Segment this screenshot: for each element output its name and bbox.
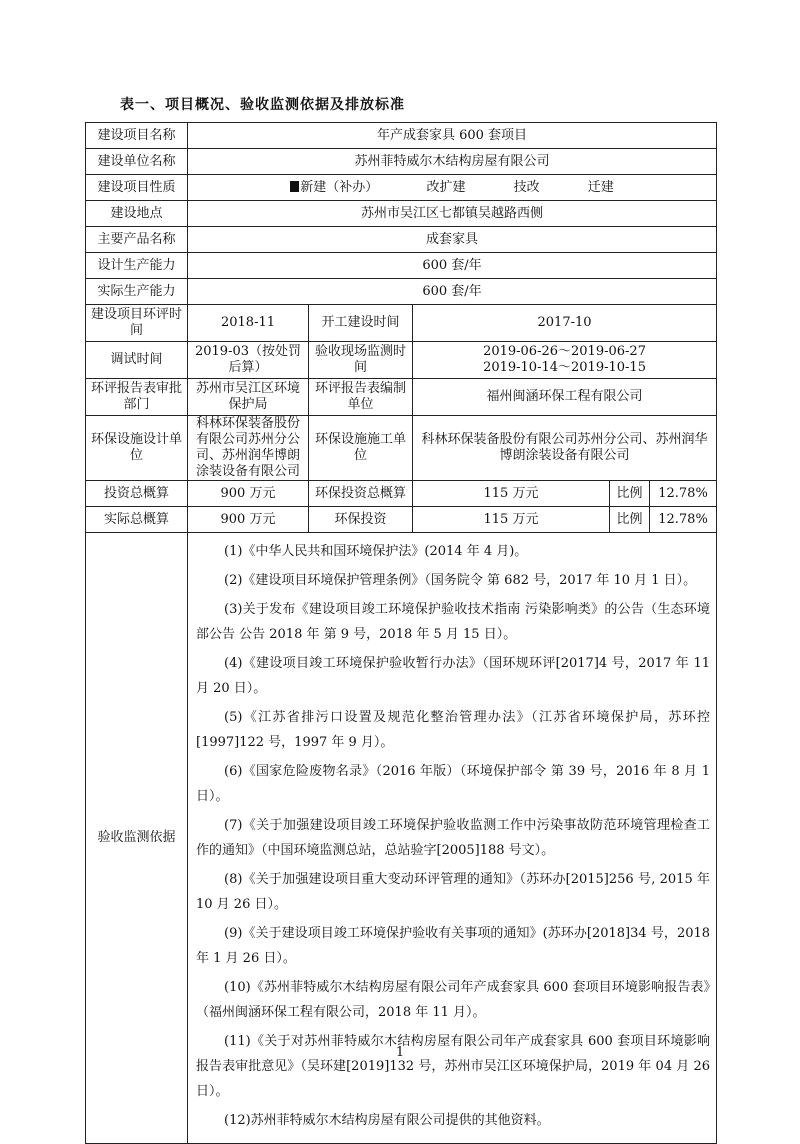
monitoring-time-label: 验收现场监测时间 [309,342,413,379]
actual-investment-value: 900 万元 [188,507,309,533]
basis-item: (12)苏州菲特威尔木结构房屋有限公司提供的其他资料。 [224,1113,550,1128]
basis-item: (3)关于发布《建设项目竣工环境保护验收技术指南 污染影响类》的公告（生态环境部公告 公告 2018 年 第 9 号，2018 年 5 月 15 日）。 [196,602,711,642]
basis-item: (10)《苏州菲特威尔木结构房屋有限公司年产成套家具 600 套项目环境影响报告表》（福州闽涵环保工程有限公司，2018 年 11 月）。 [196,980,711,1020]
construction-start-value: 2017-10 [413,305,717,342]
actual-ratio-value: 12.78% [650,507,717,533]
actual-env-investment-value: 115 万元 [413,507,610,533]
construction-unit-value: 科林环保装备股份有限公司苏州分公司、苏州润华博朗涂装设备有限公司 [413,416,717,481]
unit-name-label: 建设单位名称 [86,149,188,175]
design-unit-label: 环保设施设计单位 [86,416,188,481]
design-capacity-label: 设计生产能力 [86,253,188,279]
basis-item: (4)《建设项目竣工环境保护验收暂行办法》（国环规环评[2017]4 号，2017 年 11 月 20 日）。 [196,656,711,696]
actual-ratio-label: 比例 [610,507,650,533]
basis-item: (2)《建设项目环境保护管理条例》（国务院令 第 682 号，2017 年 10 月 1 日）。 [224,573,697,588]
nature-option-new: 新建（补办） [290,180,378,196]
basis-item: (9)《关于建设项目竣工环境保护验收有关事项的通知》(苏环办[2018]34 号，2018 年 1 月 26 日）。 [196,926,711,966]
monitoring-time-value: 2019-06-26～2019-06-27 2019-10-14～2019-10-15 [413,342,717,379]
product-value: 成套家具 [188,227,717,253]
investment-value: 900 万元 [188,481,309,507]
basis-item: (11)《关于对苏州菲特威尔木结构房屋有限公司年产成套家具 600 套项目环境影响报告表审批意见》（吴环建[2019]132 号，苏州市吴江区环境保护局，2019 年 04 月 26 日）。 [196,1034,711,1099]
actual-investment-label: 实际总概算 [86,507,188,533]
env-investment-value: 115 万元 [413,481,610,507]
design-capacity-value: 600 套/年 [188,253,717,279]
actual-env-investment-label: 环保投资 [309,507,413,533]
nature-option-expansion: 改扩建 [426,179,466,195]
project-overview-table [85,122,717,1144]
eia-time-value: 2018-11 [188,305,309,342]
eia-time-label: 建设项目环评时间 [86,305,188,342]
nature-options [188,175,717,201]
actual-capacity-label: 实际生产能力 [86,279,188,305]
project-name-value: 年产成套家具 600 套项目 [188,123,717,149]
basis-item: (7)《关于加强建设项目竣工环境保护验收监测工作中污染事故防范环境管理检查工作的通知》（中国环境监测总站，总站验字[2005]188 号文）。 [196,818,711,858]
basis-item: (1)《中华人民共和国环境保护法》(2014 年 4 月)。 [224,544,528,559]
debug-time-label: 调试时间 [86,342,188,379]
ratio-label: 比例 [610,481,650,507]
basis-item: (6)《国家危险废物名录》（2016 年版）（环境保护部令 第 39 号，2016 年 8 月 1 日）。 [196,764,711,804]
nature-option-relocation: 迁建 [587,179,614,195]
unit-name-value: 苏州菲特威尔木结构房屋有限公司 [188,149,717,175]
report-compiler-value: 福州闽涵环保工程有限公司 [413,379,717,416]
investment-label: 投资总概算 [86,481,188,507]
approval-dept-value: 苏州市吴江区环境保护局 [188,379,309,416]
debug-time-value: 2019-03（按处罚后算） [188,342,309,379]
project-name-label: 建设项目名称 [86,123,188,149]
product-label: 主要产品名称 [86,227,188,253]
location-value: 苏州市吴江区七都镇吴越路西侧 [188,201,717,227]
checked-box-icon [290,181,299,192]
basis-item: (8)《关于加强建设项目重大变动环评管理的通知》（苏环办[2015]256 号, 2015 年 10 月 26 日）。 [196,872,711,912]
basis-item: (5)《江苏省排污口设置及规范化整治管理办法》（江苏省环境保护局，苏环控[1997]122 号，1997 年 9 月）。 [196,710,711,750]
approval-dept-label: 环评报告表审批部门 [86,379,188,416]
construction-start-label: 开工建设时间 [309,305,413,342]
location-label: 建设地点 [86,201,188,227]
basis-label: 验收监测依据 [86,533,188,1144]
page-number: 1 [395,1045,405,1060]
design-unit-value: 科林环保装备股份有限公司苏州分公司、苏州润华博朗涂装设备有限公司 [188,416,309,481]
nature-label: 建设项目性质 [86,175,188,201]
report-compiler-label: 环评报告表编制单位 [309,379,413,416]
page-title: 表一、项目概况、验收监测依据及排放标准 [120,97,405,113]
nature-option-renovation: 技改 [513,179,540,195]
env-investment-label: 环保投资总概算 [309,481,413,507]
actual-capacity-value: 600 套/年 [188,279,717,305]
construction-unit-label: 环保设施施工单位 [309,416,413,481]
ratio-value: 12.78% [650,481,717,507]
